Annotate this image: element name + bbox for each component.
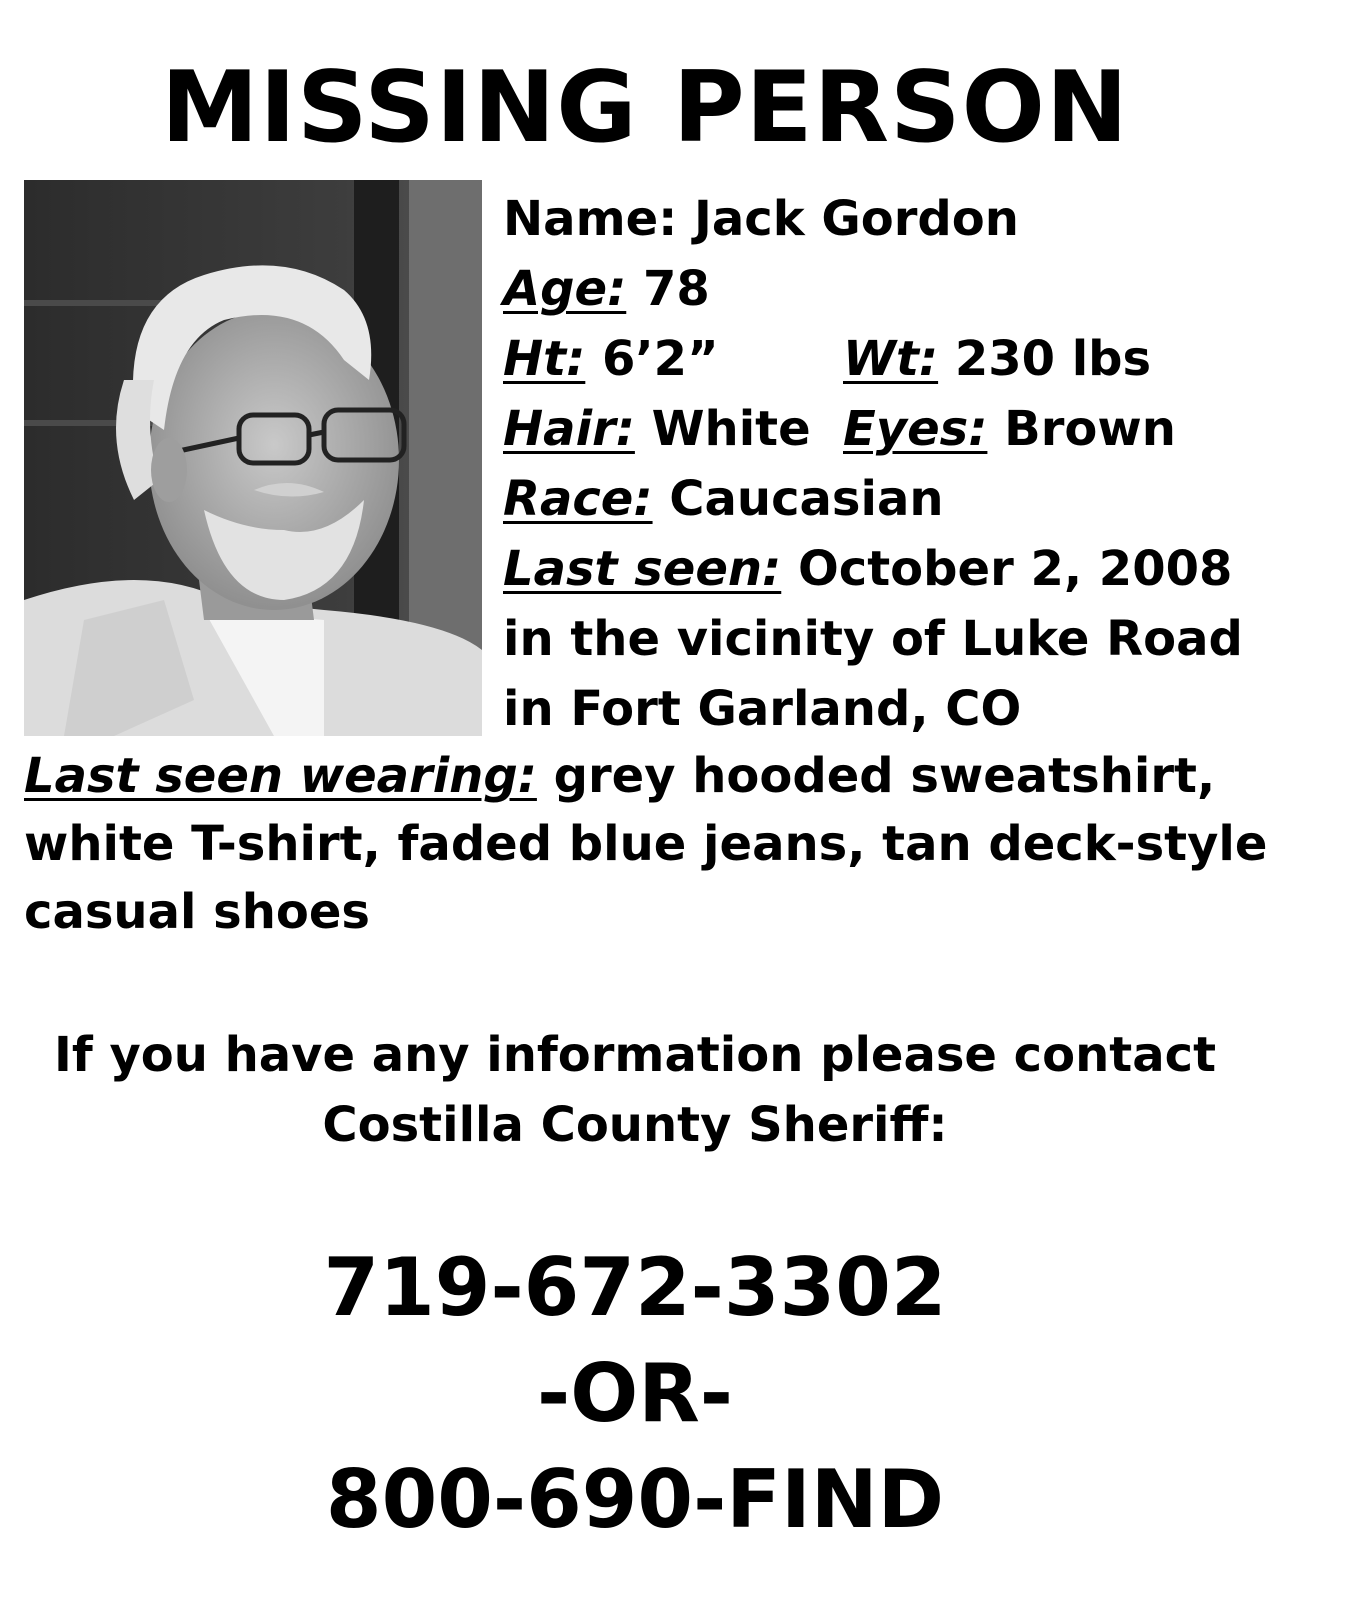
name-label: Name:: [503, 191, 678, 247]
weight-label: Wt:: [843, 331, 939, 387]
portrait-photo: [24, 180, 482, 736]
contact-line-2: Costilla County Sheriff:: [322, 1097, 948, 1153]
age-row: [503, 254, 1323, 324]
wearing-label: Last seen wearing:: [24, 748, 537, 804]
hair-value: White: [651, 401, 811, 457]
last-seen-location-line: in the vicinity of Luke Road: [503, 611, 1243, 667]
eyes-label: Eyes:: [843, 401, 988, 457]
weight-group: [843, 324, 1151, 394]
name-row: [503, 184, 1323, 254]
contact-block: [0, 1020, 1270, 1160]
details-block: [503, 184, 1323, 744]
height-value: 6’2”: [602, 331, 719, 387]
race-row: [503, 464, 1323, 534]
weight-value: 230 lbs: [954, 331, 1152, 387]
hair-eyes-row: [503, 394, 1323, 464]
race-value: Caucasian: [669, 471, 944, 527]
height-label: Ht:: [503, 331, 586, 387]
last-seen-town-line: in Fort Garland, CO: [503, 681, 1022, 737]
phone-number-1: 719-672-3302: [323, 1241, 947, 1334]
phone-block: [0, 1235, 1270, 1553]
last-seen-wearing: [24, 742, 1324, 946]
last-seen-date: October 2, 2008: [797, 541, 1233, 597]
last-seen-label: Last seen:: [503, 541, 782, 597]
wearing-text: grey hooded sweatshirt, white T-shirt, faded blue jeans, tan deck-style casual shoes: [24, 748, 1268, 940]
age-value: 78: [642, 261, 710, 317]
race-label: Race:: [503, 471, 653, 527]
name-value: Jack Gordon: [694, 191, 1019, 247]
hair-label: Hair:: [503, 401, 635, 457]
poster-title: MISSING PERSON: [161, 51, 1129, 165]
last-seen-row: [503, 534, 1323, 604]
age-label: Age:: [503, 261, 627, 317]
eyes-value: Brown: [1004, 401, 1176, 457]
contact-line-1: If you have any information please contact: [53, 1027, 1217, 1083]
height-weight-row: [503, 324, 1323, 394]
eyes-group: [843, 394, 1176, 464]
phone-number-2: 800-690-FIND: [325, 1453, 945, 1546]
phone-separator: -OR-: [536, 1347, 733, 1440]
